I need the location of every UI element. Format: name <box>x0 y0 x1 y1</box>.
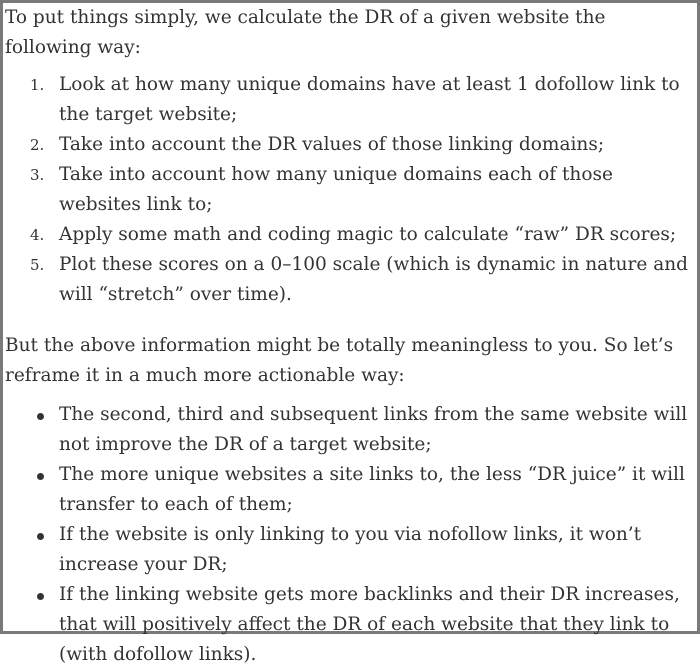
list-item <box>5 130 695 160</box>
list-item <box>5 250 695 310</box>
list-number: 5. <box>30 256 45 274</box>
list-number: 4. <box>30 226 45 244</box>
list-item <box>5 580 695 670</box>
list-item <box>5 400 695 460</box>
list-number: 3. <box>30 166 45 184</box>
bullet-icon <box>37 413 44 420</box>
list-item-text: Apply some math and coding magic to calculate “raw” DR scores; <box>59 224 677 245</box>
actionable-points-list <box>5 400 695 670</box>
intro-paragraph: To put things simply, we calculate the DR of a given website the following way: <box>5 7 606 58</box>
dr-calculation-steps-list <box>5 70 695 310</box>
list-item-text: Take into account how many unique domains each of those websites link to; <box>59 164 613 215</box>
list-item-text: If the website is only linking to you via nofollow links, it won’t increase your DR; <box>59 524 642 575</box>
list-item-text: Plot these scores on a 0–100 scale (which is dynamic in nature and will “stretch” over time). <box>59 254 689 305</box>
article-content <box>5 3 695 670</box>
list-item-text: If the linking website gets more backlinks and their DR increases, that will positively affect the DR of each website that they link to (with dofollow links). <box>59 584 680 665</box>
list-number: 2. <box>30 136 45 154</box>
list-item <box>5 220 695 250</box>
reframe-paragraph: But the above information might be totally meaningless to you. So let’s reframe it in a much more actionable way: <box>5 335 674 386</box>
list-item <box>5 70 695 130</box>
list-item <box>5 520 695 580</box>
list-item-text: The more unique websites a site links to, the less “DR juice” it will transfer to each of them; <box>59 464 685 515</box>
list-item-text: The second, third and subsequent links from the same website will not improve the DR of a target website; <box>59 404 688 455</box>
list-item <box>5 460 695 520</box>
bullet-icon <box>37 473 44 480</box>
list-item <box>5 160 695 220</box>
list-item-text: Look at how many unique domains have at least 1 dofollow link to the target website; <box>59 74 680 125</box>
list-number: 1. <box>30 76 45 94</box>
list-item-text: Take into account the DR values of those linking domains; <box>59 134 605 155</box>
bullet-icon <box>37 593 44 600</box>
bullet-icon <box>37 533 44 540</box>
